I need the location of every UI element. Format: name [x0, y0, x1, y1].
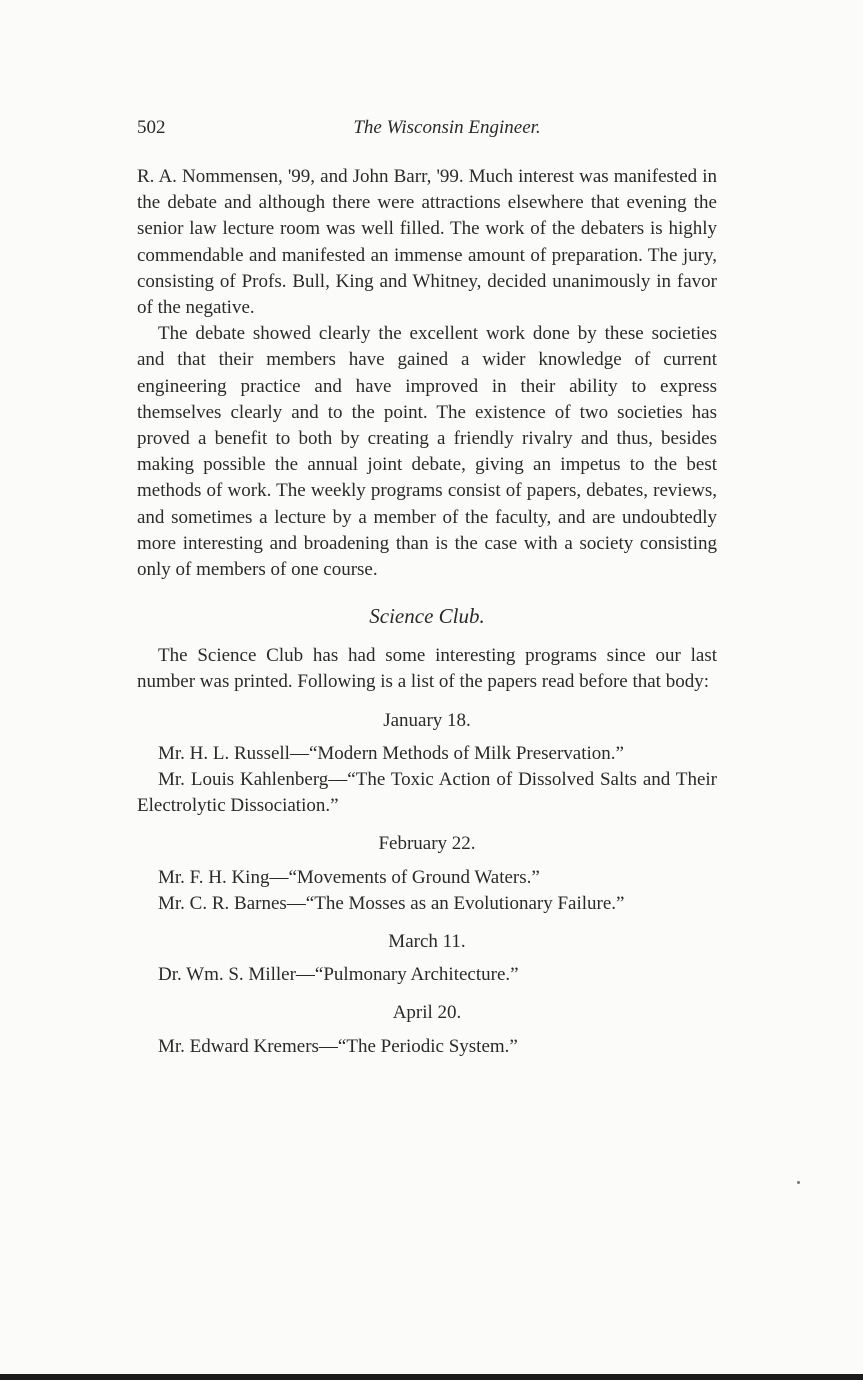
meeting-date: January 18. — [383, 709, 471, 731]
paragraph-debate-result: R. A. Nommensen, '99, and John Barr, '99. Much interest was manifested in the debate and although there were attractions elsewhere that evening the senior law lecture room was well filled. The work of the debaters is highly commendable and manifested an immense amount of preparation. The jury, consisting of Profs. Bull, King and Whitney, decided unanimously in favor of the negative. — [137, 166, 717, 319]
paper-entry: Mr. Louis Kahlenberg—“The Toxic Action of Dissolved Salts and Their Electrolytic Dissociation.” — [137, 769, 717, 817]
page-header — [137, 117, 717, 141]
meeting-february — [137, 831, 717, 917]
meeting-march — [137, 929, 717, 988]
section-heading: Science Club. — [369, 604, 485, 629]
science-club-intro: The Science Club has had some interesting programs since our last number was printed. Following is a list of the papers read before that body: — [137, 645, 717, 693]
body-text — [137, 164, 717, 1060]
running-title: The Wisconsin Engineer. — [353, 117, 541, 138]
meeting-date: February 22. — [378, 833, 476, 855]
page-number: 502 — [137, 117, 166, 138]
paper-entry: Mr. C. R. Barnes—“The Mosses as an Evolutionary Failure.” — [158, 892, 625, 914]
paragraph-debate-summary: The debate showed clearly the excellent work done by these societies and that their members have gained a wider knowledge of current engineering practice and have improved in their ability to express themselves clearly and to the point. The existence of two societies has proved a benefit to both by creating a friendly rivalry and thus, besides making possible the annual joint debate, giving an impetus to the best methods of work. The weekly programs consist of papers, debates, reviews, and sometimes a lecture by a member of the faculty, and are undoubtedly more interesting and broadening than is the case with a society consisting only of members of one course. — [137, 323, 717, 581]
scan-speck — [797, 1181, 800, 1184]
paper-entry: Dr. Wm. S. Miller—“Pulmonary Architecture.” — [158, 964, 519, 986]
paper-entry: Mr. F. H. King—“Movements of Ground Waters.” — [158, 866, 540, 888]
meeting-date: March 11. — [388, 931, 466, 953]
meeting-april — [137, 1000, 717, 1059]
scan-bottom-edge — [0, 1374, 863, 1380]
paper-entry: Mr. H. L. Russell—“Modern Methods of Milk Preservation.” — [158, 742, 624, 764]
meeting-january — [137, 708, 717, 820]
paper-entry: Mr. Edward Kremers—“The Periodic System.” — [158, 1035, 518, 1057]
meeting-date: April 20. — [392, 1002, 462, 1024]
